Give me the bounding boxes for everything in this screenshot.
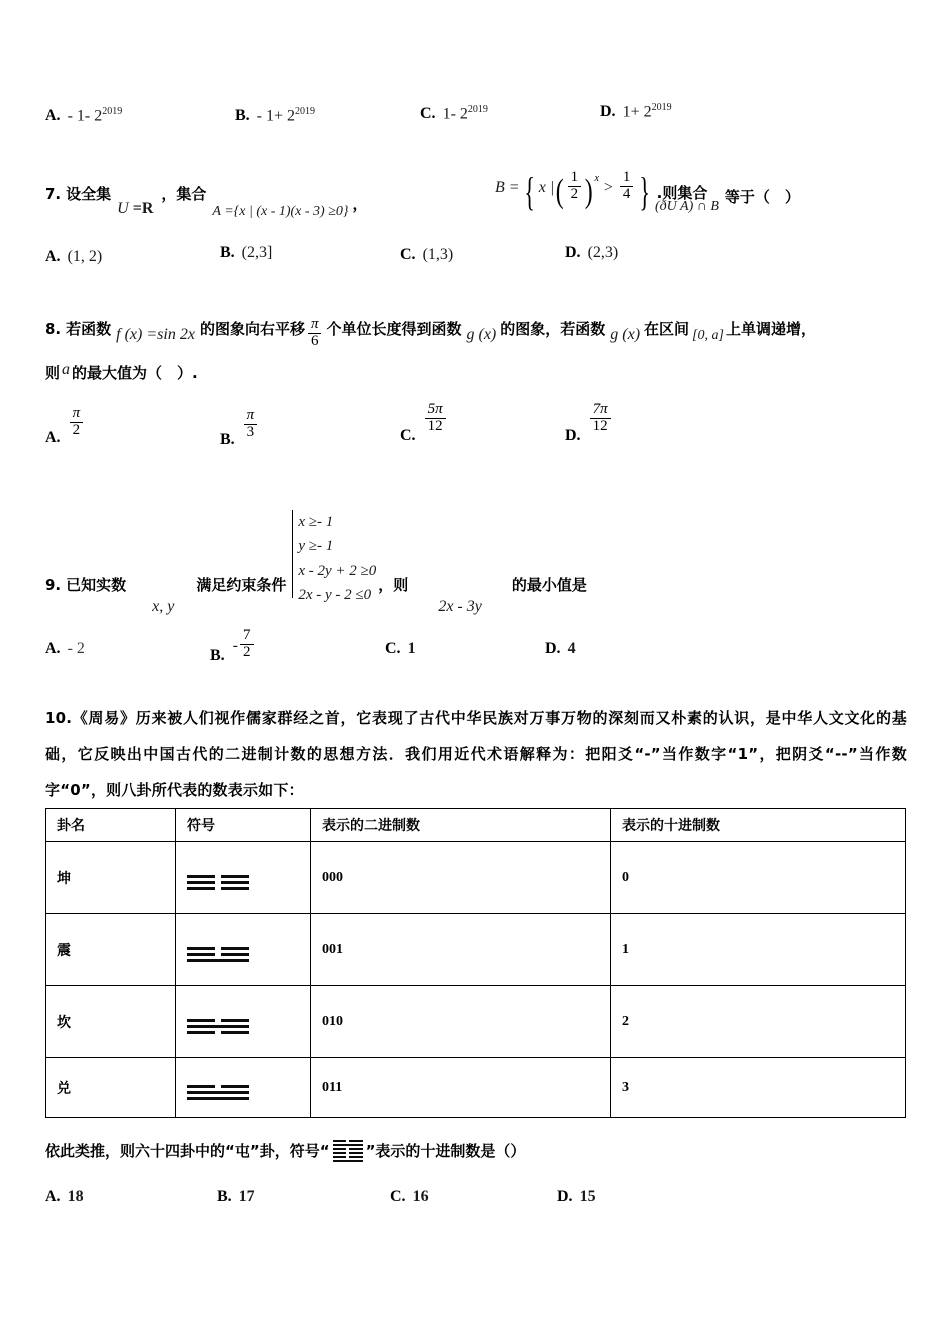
table-row bbox=[46, 986, 906, 1058]
q8-option-a-numerator: π bbox=[72, 405, 81, 421]
q7-option-b-letter: B. bbox=[220, 244, 235, 261]
q6-option-b-value bbox=[257, 106, 315, 125]
q7-set-a: A ={x | (x - 1)(x - 3) ≥0} bbox=[212, 204, 349, 219]
q9-text-1: 已知实数 bbox=[66, 576, 127, 595]
q10-option-d-letter: D. bbox=[557, 1188, 573, 1205]
q9-options-row bbox=[45, 616, 925, 664]
q8-option-b-value bbox=[242, 407, 260, 449]
q8-text-1: 若函数 bbox=[66, 320, 112, 338]
q7-universal-set: U =R bbox=[117, 200, 154, 217]
hexagram-line-broken bbox=[333, 1152, 363, 1154]
q7-option-d-value: (2,3) bbox=[587, 244, 619, 261]
q7-option-a-letter: A. bbox=[45, 248, 61, 265]
table-header-name: 卦名 bbox=[46, 809, 176, 842]
q10-closing-prefix: 依此类推，则六十四卦中的“屯”卦，符号“ bbox=[45, 1141, 330, 1160]
q7-option-b[interactable] bbox=[220, 244, 272, 262]
trigram-line-broken bbox=[187, 1031, 249, 1034]
q9-option-c-letter: C. bbox=[385, 640, 401, 657]
q8-option-c-denominator: 12 bbox=[425, 418, 446, 435]
trigram-line-broken bbox=[187, 953, 249, 956]
q9-option-b-sign: - bbox=[232, 637, 238, 655]
gua-binary-zhen: 001 bbox=[311, 914, 611, 986]
q7-option-b-value: (2,3] bbox=[241, 244, 273, 261]
q8-line2-prefix: 则 bbox=[45, 364, 61, 382]
gua-symbol-kan bbox=[176, 986, 311, 1058]
q8-number: 8. bbox=[45, 320, 62, 338]
q10-option-d-value: 15 bbox=[579, 1188, 596, 1205]
q9-option-a-value: - 2 bbox=[67, 640, 85, 657]
q8-option-a-denominator: 2 bbox=[70, 422, 84, 439]
q8-option-c-fraction bbox=[425, 402, 446, 435]
q8-option-c-numerator: 5π bbox=[427, 401, 443, 417]
q8-function-g-2: g (x) bbox=[610, 326, 641, 343]
q9-constraint-2: y ≥- 1 bbox=[298, 538, 334, 555]
q8-function-g-1: g (x) bbox=[466, 326, 497, 343]
trigram-line-solid bbox=[187, 1091, 249, 1094]
hexagram-line-solid bbox=[333, 1160, 363, 1162]
q9-option-b-fraction bbox=[240, 628, 254, 661]
q8-option-b-numerator: π bbox=[246, 407, 255, 423]
q8-shift-fraction bbox=[308, 317, 322, 350]
trigram-line-broken bbox=[187, 881, 249, 884]
q8-option-b-fraction bbox=[244, 408, 258, 441]
q7-number: 7. bbox=[45, 185, 62, 203]
hexagram-lines bbox=[333, 1140, 363, 1162]
q8-option-d-letter: D. bbox=[565, 426, 581, 444]
trigram-line-solid bbox=[187, 959, 249, 962]
left-paren-icon: ( bbox=[555, 172, 564, 210]
table-header-decimal: 表示的十进制数 bbox=[611, 809, 906, 842]
q10-option-a-letter: A. bbox=[45, 1188, 61, 1205]
q8-option-d-numerator: 7π bbox=[592, 401, 608, 417]
q6-option-a[interactable] bbox=[45, 106, 122, 125]
table-header-row bbox=[46, 809, 906, 842]
trigram-glyph-kan bbox=[187, 1019, 249, 1034]
q8-shift-denominator: 6 bbox=[308, 333, 322, 350]
q10-closing-suffix: ”表示的十进制数是（） bbox=[365, 1141, 526, 1160]
q8-line2-variable: a bbox=[62, 361, 71, 378]
trigram-line-broken bbox=[187, 947, 249, 950]
q7-text-3: .则集合 bbox=[656, 183, 708, 202]
q9-text-2: 满足约束条件 bbox=[196, 576, 287, 595]
q8-option-a[interactable] bbox=[45, 405, 85, 447]
gua-symbol-dui bbox=[176, 1058, 311, 1118]
q8-option-d-fraction bbox=[590, 402, 611, 435]
gua-decimal-zhen: 1 bbox=[611, 914, 906, 986]
q10-option-c-value: 16 bbox=[412, 1188, 429, 1205]
table-row bbox=[46, 1058, 906, 1118]
q8-option-a-letter: A. bbox=[45, 428, 61, 446]
trigram-line-broken bbox=[187, 1019, 249, 1022]
hexagram-glyph-zhun bbox=[333, 1129, 363, 1162]
q7-set-b-exponent: x bbox=[594, 172, 599, 184]
q8-option-b-denominator: 3 bbox=[244, 424, 258, 441]
q8-text-4: 的图象，若函数 bbox=[500, 320, 606, 338]
q6-option-a-exponent: 2019 bbox=[102, 106, 123, 117]
gua-decimal-kun: 0 bbox=[611, 842, 906, 914]
trigram-glyph-zhen bbox=[187, 947, 249, 962]
gua-name-kun: 坤 bbox=[46, 842, 176, 914]
q7-set-b-var: x | bbox=[538, 179, 555, 197]
q10-options-row bbox=[45, 1180, 925, 1216]
q9-option-a[interactable] bbox=[45, 640, 85, 658]
q9-number: 9. bbox=[45, 575, 62, 594]
q9-constraint-4: 2x - y - 2 ≤0 bbox=[298, 586, 372, 603]
gua-decimal-kan: 2 bbox=[611, 986, 906, 1058]
q6-option-a-value bbox=[68, 106, 123, 125]
q10-option-a[interactable] bbox=[45, 1188, 84, 1206]
q7-text-2: ，集合 bbox=[161, 185, 207, 203]
q9-option-b-denominator: 2 bbox=[240, 644, 254, 661]
q6-option-c[interactable] bbox=[420, 104, 488, 123]
q9-constraint-lines bbox=[298, 510, 376, 607]
question-10-closing bbox=[45, 1134, 525, 1167]
q7-option-c[interactable] bbox=[400, 246, 453, 264]
q7-text-1: 设全集 bbox=[66, 185, 112, 203]
q10-option-b-letter: B. bbox=[217, 1188, 232, 1205]
q8-option-b-letter: B. bbox=[220, 430, 235, 448]
gua-name-dui: 兑 bbox=[46, 1058, 176, 1118]
gua-symbol-kun bbox=[176, 842, 311, 914]
q6-option-b-base: - 1+ 2 bbox=[256, 107, 296, 125]
q7-set-b-label: B = bbox=[495, 179, 520, 197]
q6-option-c-exponent: 2019 bbox=[467, 104, 488, 115]
q9-option-b-letter: B. bbox=[210, 647, 225, 665]
q8-option-c-letter: C. bbox=[400, 426, 416, 444]
trigram-table bbox=[45, 808, 906, 1118]
q8-text-5: 在区间 bbox=[644, 320, 690, 338]
q9-constraint-1: x ≥- 1 bbox=[298, 514, 334, 530]
question-8-stem-line-2 bbox=[45, 362, 198, 383]
q9-option-d-value: 4 bbox=[567, 640, 576, 657]
q9-option-c[interactable] bbox=[385, 640, 416, 658]
q7-rhs-denominator: 4 bbox=[620, 186, 634, 203]
trigram-line-broken bbox=[187, 1085, 249, 1088]
q6-option-b[interactable] bbox=[235, 106, 315, 125]
q7-greater-than-sign: > bbox=[603, 179, 613, 197]
q6-options-row bbox=[45, 96, 925, 136]
q9-option-d-letter: D. bbox=[545, 640, 561, 657]
q10-option-d[interactable] bbox=[557, 1188, 596, 1206]
q9-option-a-letter: A. bbox=[45, 640, 61, 657]
q8-options-row bbox=[45, 402, 925, 450]
q10-option-c[interactable] bbox=[390, 1188, 429, 1206]
q6-option-b-letter: B. bbox=[235, 107, 250, 125]
q7-option-d[interactable] bbox=[565, 244, 618, 262]
q6-option-d[interactable] bbox=[600, 102, 672, 121]
table-row bbox=[46, 914, 906, 986]
q8-option-a-fraction bbox=[70, 406, 84, 439]
q9-option-b-numerator: 7 bbox=[243, 627, 251, 643]
q7-text-4: 等于（ ） bbox=[724, 188, 800, 206]
q10-option-b-value: 17 bbox=[238, 1188, 255, 1205]
q9-option-c-value: 1 bbox=[407, 640, 416, 657]
q6-option-d-letter: D. bbox=[600, 103, 616, 121]
q9-objective-function: 2x - 3y bbox=[438, 597, 482, 615]
q8-option-d-denominator: 12 bbox=[590, 418, 611, 435]
q8-option-a-value bbox=[68, 405, 86, 447]
table-header-symbol: 符号 bbox=[176, 809, 311, 842]
trigram-line-broken bbox=[187, 875, 249, 878]
q6-option-d-base: 1+ 2 bbox=[622, 103, 652, 121]
q7-option-d-letter: D. bbox=[565, 244, 581, 261]
right-paren-icon: ) bbox=[584, 172, 593, 210]
gua-symbol-zhen bbox=[176, 914, 311, 986]
trigram-glyph-kun bbox=[187, 875, 249, 890]
trigram-line-solid bbox=[187, 1097, 249, 1100]
question-8-stem-line-1 bbox=[45, 318, 816, 356]
q9-variables: x, y bbox=[152, 597, 175, 615]
q10-option-b[interactable] bbox=[217, 1188, 255, 1206]
q8-function-f: f (x) =sin 2x bbox=[116, 326, 195, 343]
q8-shift-numerator: π bbox=[310, 316, 319, 332]
q8-line2-suffix: 的最大值为（ ）. bbox=[72, 364, 198, 382]
gua-decimal-dui: 3 bbox=[611, 1058, 906, 1118]
q6-option-d-value bbox=[623, 102, 672, 121]
q8-text-3: 个单位长度得到函数 bbox=[326, 320, 462, 338]
q8-interval: [0, a] bbox=[692, 328, 724, 343]
q7-option-c-letter: C. bbox=[400, 246, 416, 263]
gua-binary-kan: 010 bbox=[311, 986, 611, 1058]
q6-option-a-base: - 1- 2 bbox=[67, 107, 103, 125]
left-brace-icon: { bbox=[523, 169, 535, 215]
q9-constraint-3: x - 2y + 2 ≥0 bbox=[298, 562, 377, 579]
q10-option-c-letter: C. bbox=[390, 1188, 406, 1205]
question-7-stem bbox=[45, 183, 368, 219]
q8-text-6: 上单调递增， bbox=[725, 320, 816, 338]
q7-rhs-numerator: 1 bbox=[622, 169, 631, 185]
q6-option-a-letter: A. bbox=[45, 107, 61, 125]
trigram-glyph-dui bbox=[187, 1085, 249, 1100]
q6-option-b-exponent: 2019 bbox=[295, 106, 316, 117]
q6-option-c-base: 1- 2 bbox=[442, 105, 468, 123]
system-left-brace-icon bbox=[292, 510, 293, 598]
q7-set-b-rhs-fraction bbox=[620, 170, 634, 203]
q7-option-c-value: (1,3) bbox=[422, 246, 454, 263]
q6-option-d-exponent: 2019 bbox=[651, 102, 672, 113]
trigram-line-solid bbox=[187, 1025, 249, 1028]
gua-binary-dui: 011 bbox=[311, 1058, 611, 1118]
gua-name-zhen: 震 bbox=[46, 914, 176, 986]
q7-base-numerator: 1 bbox=[570, 169, 579, 185]
q7-base-denominator: 2 bbox=[568, 186, 582, 203]
hexagram-line-broken bbox=[333, 1140, 363, 1142]
gua-binary-kun: 000 bbox=[311, 842, 611, 914]
question-10-paragraph: 10.《周易》历来被人们视作儒家群经之首，它表现了古代中华民族对万事万物的深刻而又朴素的认识，是中华人文文化的基础，它反映出中国古代的二进制计数的思想方法．我们用近代术语解释为：把阳爻“-”当作数字“1”，把阴爻“--”当作数字“0”，则八卦所代表的数表示如下： bbox=[45, 709, 907, 799]
table-header-binary: 表示的二进制数 bbox=[311, 809, 611, 842]
q7-comma: ， bbox=[352, 195, 368, 213]
q7-set-b-base-fraction bbox=[568, 170, 582, 203]
q6-option-c-letter: C. bbox=[420, 105, 436, 123]
q10-option-a-value: 18 bbox=[67, 1188, 84, 1205]
q7-option-a[interactable] bbox=[45, 248, 102, 266]
q9-text-3: ，则 bbox=[378, 576, 409, 595]
hexagram-line-solid bbox=[333, 1144, 363, 1146]
hexagram-line-broken bbox=[333, 1156, 363, 1158]
q6-option-c-value bbox=[443, 104, 488, 123]
q8-text-2: 的图象向右平移 bbox=[199, 320, 305, 338]
trigram-line-broken bbox=[187, 887, 249, 890]
hexagram-line-broken bbox=[333, 1148, 363, 1150]
gua-name-kan: 坎 bbox=[46, 986, 176, 1058]
q7-complement: (ðU A) ∩ B bbox=[655, 199, 719, 214]
q9-option-b[interactable] bbox=[210, 627, 256, 673]
q7-options-row bbox=[45, 240, 925, 276]
q8-option-b[interactable] bbox=[220, 407, 259, 449]
q9-option-d[interactable] bbox=[545, 640, 576, 658]
table-row bbox=[46, 842, 906, 914]
right-brace-icon: } bbox=[639, 169, 651, 215]
q7-option-a-value: (1, 2) bbox=[67, 248, 103, 265]
q9-text-4: 的最小值是 bbox=[511, 576, 587, 595]
